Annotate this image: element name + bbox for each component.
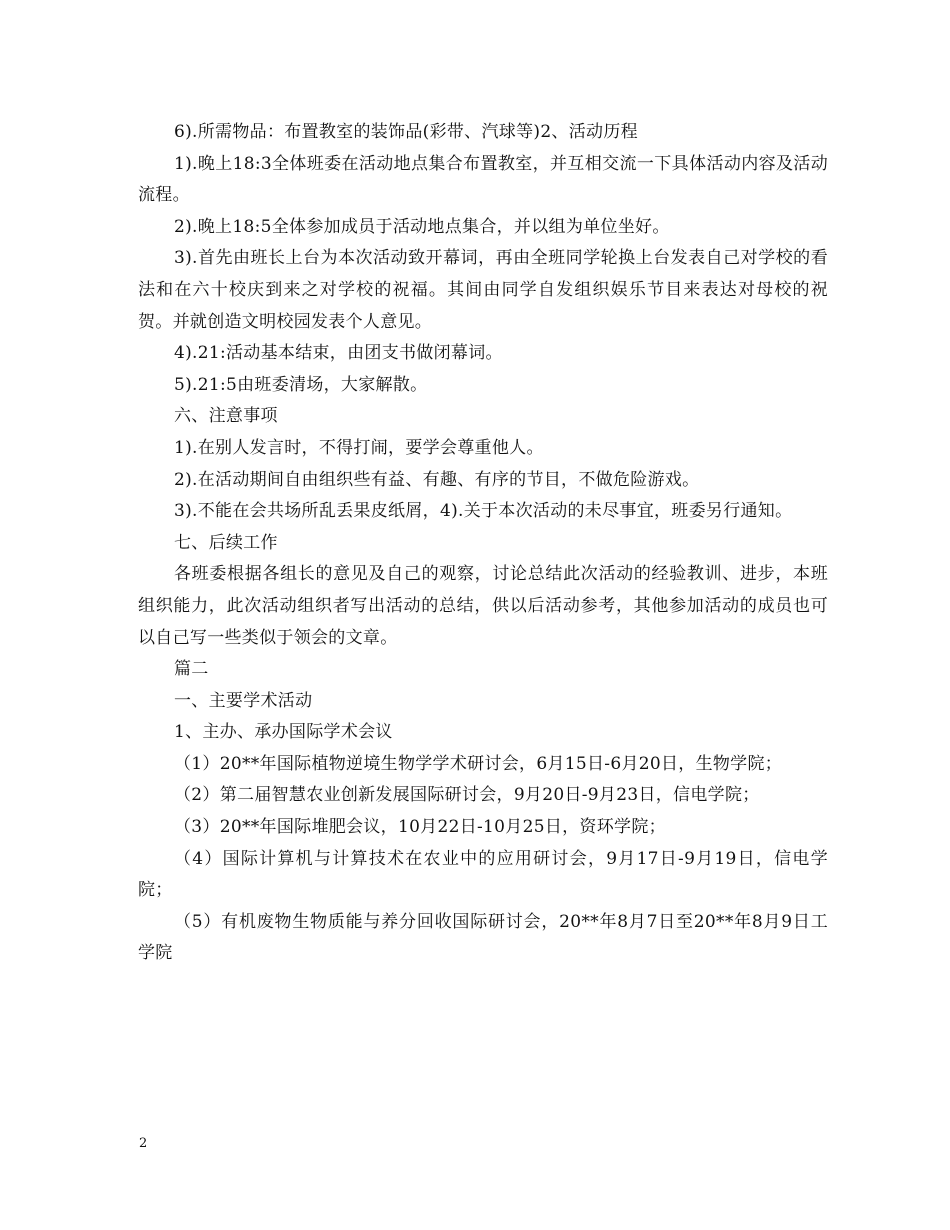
- document-body: [138, 117, 828, 970]
- heading-conferences: 1、主办、承办国际学术会议: [174, 722, 393, 743]
- paragraph-conference-4: （4）国际计算机与计算技术在农业中的应用研讨会，9月17日-9月19日，信电学院；: [138, 848, 828, 901]
- paragraph-conference-1: （1）20**年国际植物逆境生物学学术研讨会，6月15日-6月20日，生物学院；: [174, 753, 783, 774]
- heading-notes: 六、注意事项: [174, 406, 278, 427]
- paragraph-follow-up: 各班委根据各组长的意见及自己的观察，讨论总结此次活动的经验教训、进步，本班组织能力，此次活动组织者写出活动的总结，供以后活动参考，其他参加活动的成员也可以自己写一些类似于领会的文章。: [138, 564, 828, 648]
- heading-part-two: 篇二: [174, 659, 209, 680]
- paragraph-step-4: 4).21:活动基本结束，由团支书做闭幕词。: [174, 343, 503, 364]
- paragraph-required-items: 6).所需物品：布置教室的装饰品(彩带、汽球等)2、活动历程: [174, 122, 638, 142]
- paragraph-step-3: 3).首先由班长上台为本次活动致开幕词，再由全班同学轮换上台发表自己对学校的看法和在六十校庆到来之对学校的祝福。其间由同学自发组织娱乐节目来表达对母校的祝贺。并就创造文明校园发表个人意见。: [138, 248, 828, 332]
- paragraph-step-5: 5).21:5由班委清场，大家解散。: [174, 374, 428, 395]
- paragraph-note-1: 1).在别人发言时，不得打闹，要学会尊重他人。: [174, 437, 544, 458]
- paragraph-conference-3: （3）20**年国际堆肥会议，10月22日-10月25日，资环学院；: [174, 817, 666, 838]
- paragraph-step-2: 2).晚上18:5全体参加成员于活动地点集合，并以组为单位坐好。: [174, 216, 670, 237]
- paragraph-conference-5: （5）有机废物生物质能与养分回收国际研讨会，20**年8月7日至20**年8月9日工学院: [138, 911, 828, 964]
- paragraph-step-1: 1).晚上18:3全体班委在活动地点集合布置教室，并互相交流一下具体活动内容及活动流程。: [138, 153, 828, 206]
- paragraph-conference-2: （2）第二届智慧农业创新发展国际研讨会，9月20日-9月23日，信电学院；: [174, 785, 760, 806]
- heading-follow-up: 七、后续工作: [174, 532, 278, 553]
- heading-academic-activities: 一、主要学术活动: [174, 690, 313, 711]
- page-number: 2: [139, 1136, 148, 1151]
- paragraph-note-3: 3).不能在会共场所乱丢果皮纸屑，4).关于本次活动的未尽事宜，班委另行通知。: [174, 501, 793, 522]
- paragraph-note-2: 2).在活动期间自由组织些有益、有趣、有序的节目，不做危险游戏。: [174, 469, 700, 490]
